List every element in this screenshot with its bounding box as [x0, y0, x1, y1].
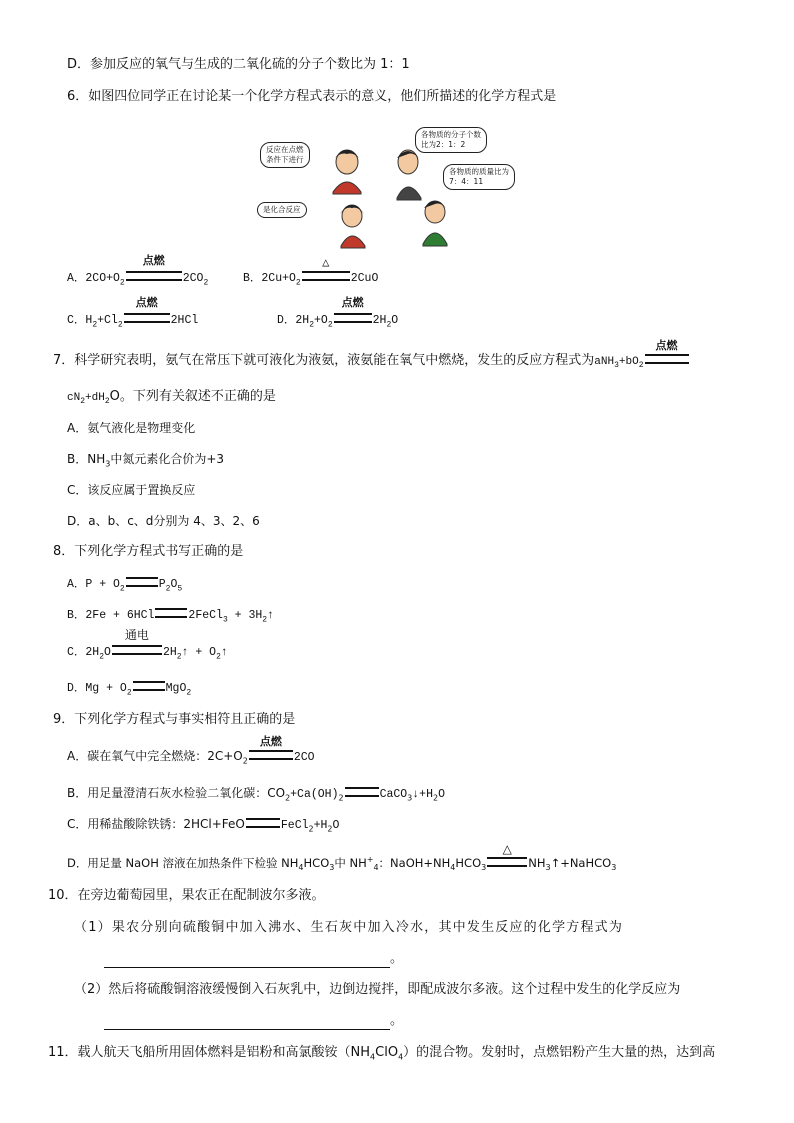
q5-option-d: D．参加反应的氧气与生成的二氧化硫的分子个数比为 1：1: [67, 57, 410, 72]
speech-bubble-1: 反应在点燃 条件下进行: [260, 142, 310, 168]
speech-bubble-2: 各物质的分子个数 比为2：1：2: [415, 127, 487, 153]
q9-stem: 9．下列化学方程式与事实相符且正确的是: [53, 712, 296, 727]
q7-option-c: C．该反应属于置换反应: [67, 483, 196, 497]
student-figures: [255, 124, 547, 252]
answer-blank-1[interactable]: [104, 953, 390, 968]
student-1: [333, 150, 361, 194]
student-4: [423, 201, 447, 246]
student-2: [397, 150, 421, 200]
q7-option-b: B．$NH_3$中氮元素化合价为+3: [67, 452, 225, 469]
q6-option-c: C．$H_2+Cl_2$ 点燃 2HCl: [67, 298, 199, 330]
answer-blank-2[interactable]: [104, 1015, 390, 1030]
q6-stem: 6．如图四位同学正在讨论某一个化学方程式表示的意义，他们所描述的化学方程式是: [67, 89, 557, 104]
q6-option-a: A．$2CO+O_2$ 点燃 $2CO_2$: [67, 256, 209, 288]
discussion-illustration: [255, 124, 547, 252]
q7-option-a: A．氨气液化是物理变化: [67, 421, 196, 435]
q6-option-b: B．$2Cu+O_2$ △ 2CuO: [243, 256, 379, 288]
q9-option-a: A．碳在氧气中完全燃烧：$2C+O_2$ 点燃 2CO: [67, 735, 315, 766]
q8-option-c: C．$2H_2O$ 通电 $2H_2↑$ + $O_2↑$: [67, 629, 228, 662]
q11-stem: 11．载人航天飞船所用固体燃料是铝粉和高氯酸铵$(NH_4ClO_4)$的混合物。发射时，点燃铝粉产生大量的热，达到高: [48, 1045, 716, 1062]
speech-bubble-3: 各物质的质量比为 7：4：11: [443, 164, 515, 190]
q8-option-d: D．$Mg + O_2$ MgO$_2$: [67, 682, 192, 698]
q9-option-b: B．用足量澄清石灰水检验二氧化碳：$CO_2+Ca(OH)_2$ $CaCO_3↓+H_2O$: [67, 786, 445, 803]
student-3: [340, 205, 365, 248]
q7-option-d: D．a、b、c、d分别为 4、3、2、6: [67, 514, 260, 528]
q10-stem: 10．在旁边葡萄园里，果农正在配制波尔多液。: [48, 888, 325, 903]
q7-stem-line2: $cN_2+dH_2O$。下列有关叙述不正确的是: [67, 389, 276, 407]
q10-part1: （1）果农分别向硫酸铜中加入沸水、生石灰中加入冷水，其中发生反应的化学方程式为: [74, 920, 624, 935]
q8-option-a: A．$P + O_2$ $P_2O_5$: [67, 578, 183, 594]
q9-option-c: C．用稀盐酸除铁锈：2HCl+FeO $FeCl_2+H_2O$: [67, 817, 340, 834]
speech-bubble-4: 是化合反应: [257, 202, 307, 218]
q6-option-d: D．$2H_2+O_2$ 点燃 $2H_2O$: [277, 298, 399, 330]
q10-part1-answer-line: 。: [104, 950, 403, 968]
q10-part2: （2）然后将硫酸铜溶液缓慢倒入石灰乳中，边倒边搅拌，即配成波尔多液。这个过程中发生的化学反应为: [74, 982, 681, 997]
q10-part2-answer-line: 。: [104, 1012, 403, 1030]
q8-option-b: B．2Fe + 6HCl 2FeCl$_3$ + $3H_2↑$: [67, 609, 274, 625]
q9-option-d: D．用足量 NaOH 溶液在加热条件下检验 $NH_4HCO_3$中 $NH^+_4$：$NaOH+NH_4HCO_3$ △ $NH_3↑+NaHCO_3$: [67, 841, 617, 873]
q7-stem-line1: 7．科学研究表明，氨气在常压下就可液化为液氨，液氨能在氧气中燃烧，发生的反应方程式为$aNH_3+bO_2$ 点燃: [53, 352, 690, 375]
q8-stem: 8．下列化学方程式书写正确的是: [53, 544, 244, 559]
